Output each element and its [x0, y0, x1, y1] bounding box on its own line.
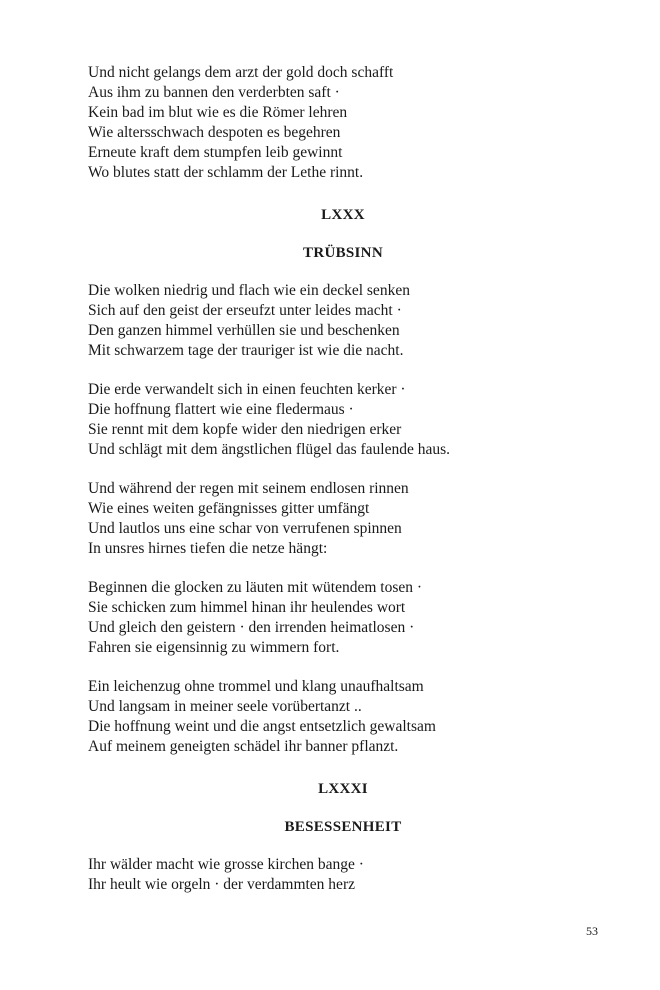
- verse-line: Ein leichenzug ohne trommel und klang unaufhaltsam: [88, 678, 424, 695]
- verse-line: Auf meinem geneigten schädel ihr banner pflanzt.: [88, 738, 399, 755]
- stanza: [88, 855, 598, 895]
- page-number: 53: [586, 924, 598, 938]
- verse-line: Die erde verwandelt sich in einen feuchten kerker ·: [88, 381, 406, 398]
- stanza: [88, 677, 598, 757]
- stanza: [88, 281, 598, 361]
- verse-line: Die hoffnung flattert wie eine fledermaus ·: [88, 401, 354, 418]
- verse-line: Und gleich den geistern · den irrenden heimatlosen ·: [88, 619, 415, 636]
- verse-line: Wie altersschwach despoten es begehren: [88, 124, 341, 141]
- verse-line: Sie rennt mit dem kopfe wider den niedrigen erker: [88, 421, 402, 438]
- verse-line: Und lautlos uns eine schar von verrufenen spinnen: [88, 520, 402, 537]
- previous-poem-ending: [88, 63, 598, 183]
- poem-number: LXXXI: [318, 781, 368, 797]
- verse-line: Beginnen die glocken zu läuten mit wütendem tosen ·: [88, 579, 423, 596]
- verse-line: Erneute kraft dem stumpfen leib gewinnt: [88, 144, 343, 161]
- verse-line: Sich auf den geist der erseufzt unter leides macht ·: [88, 302, 402, 319]
- poem-title: TRÜBSINN: [303, 245, 383, 261]
- stanza: [88, 578, 598, 658]
- verse-line: Ihr heult wie orgeln · der verdammten herz: [88, 876, 355, 893]
- verse-line: Und nicht gelangs dem arzt der gold doch schafft: [88, 64, 394, 81]
- page-body: [88, 63, 598, 914]
- verse-line: Und schlägt mit dem ängstlichen flügel das faulende haus.: [88, 441, 451, 458]
- verse-line: Mit schwarzem tage der trauriger ist wie die nacht.: [88, 342, 404, 359]
- verse-line: Wie eines weiten gefängnisses gitter umfängt: [88, 500, 370, 517]
- verse-line: Und langsam in meiner seele vorübertanzt ..: [88, 698, 362, 715]
- verse-line: Die hoffnung weint und die angst entsetzlich gewaltsam: [88, 718, 436, 735]
- verse-line: Ihr wälder macht wie grosse kirchen bange ·: [88, 856, 364, 873]
- verse-line: Aus ihm zu bannen den verderbten saft ·: [88, 84, 340, 101]
- poem-number: LXXX: [321, 207, 365, 223]
- verse-line: Wo blutes statt der schlamm der Lethe rinnt.: [88, 164, 364, 181]
- verse-line: Die wolken niedrig und flach wie ein deckel senken: [88, 282, 410, 299]
- poem-title: BESESSENHEIT: [284, 819, 402, 835]
- verse-line: Und während der regen mit seinem endlosen rinnen: [88, 480, 409, 497]
- stanza: [88, 380, 598, 460]
- verse-line: Sie schicken zum himmel hinan ihr heulendes wort: [88, 599, 406, 616]
- verse-line: In unsres hirnes tiefen die netze hängt:: [88, 540, 328, 557]
- stanza: [88, 479, 598, 559]
- verse-line: Fahren sie eigensinnig zu wimmern fort.: [88, 639, 340, 656]
- verse-line: Den ganzen himmel verhüllen sie und beschenken: [88, 322, 400, 339]
- verse-line: Kein bad im blut wie es die Römer lehren: [88, 104, 348, 121]
